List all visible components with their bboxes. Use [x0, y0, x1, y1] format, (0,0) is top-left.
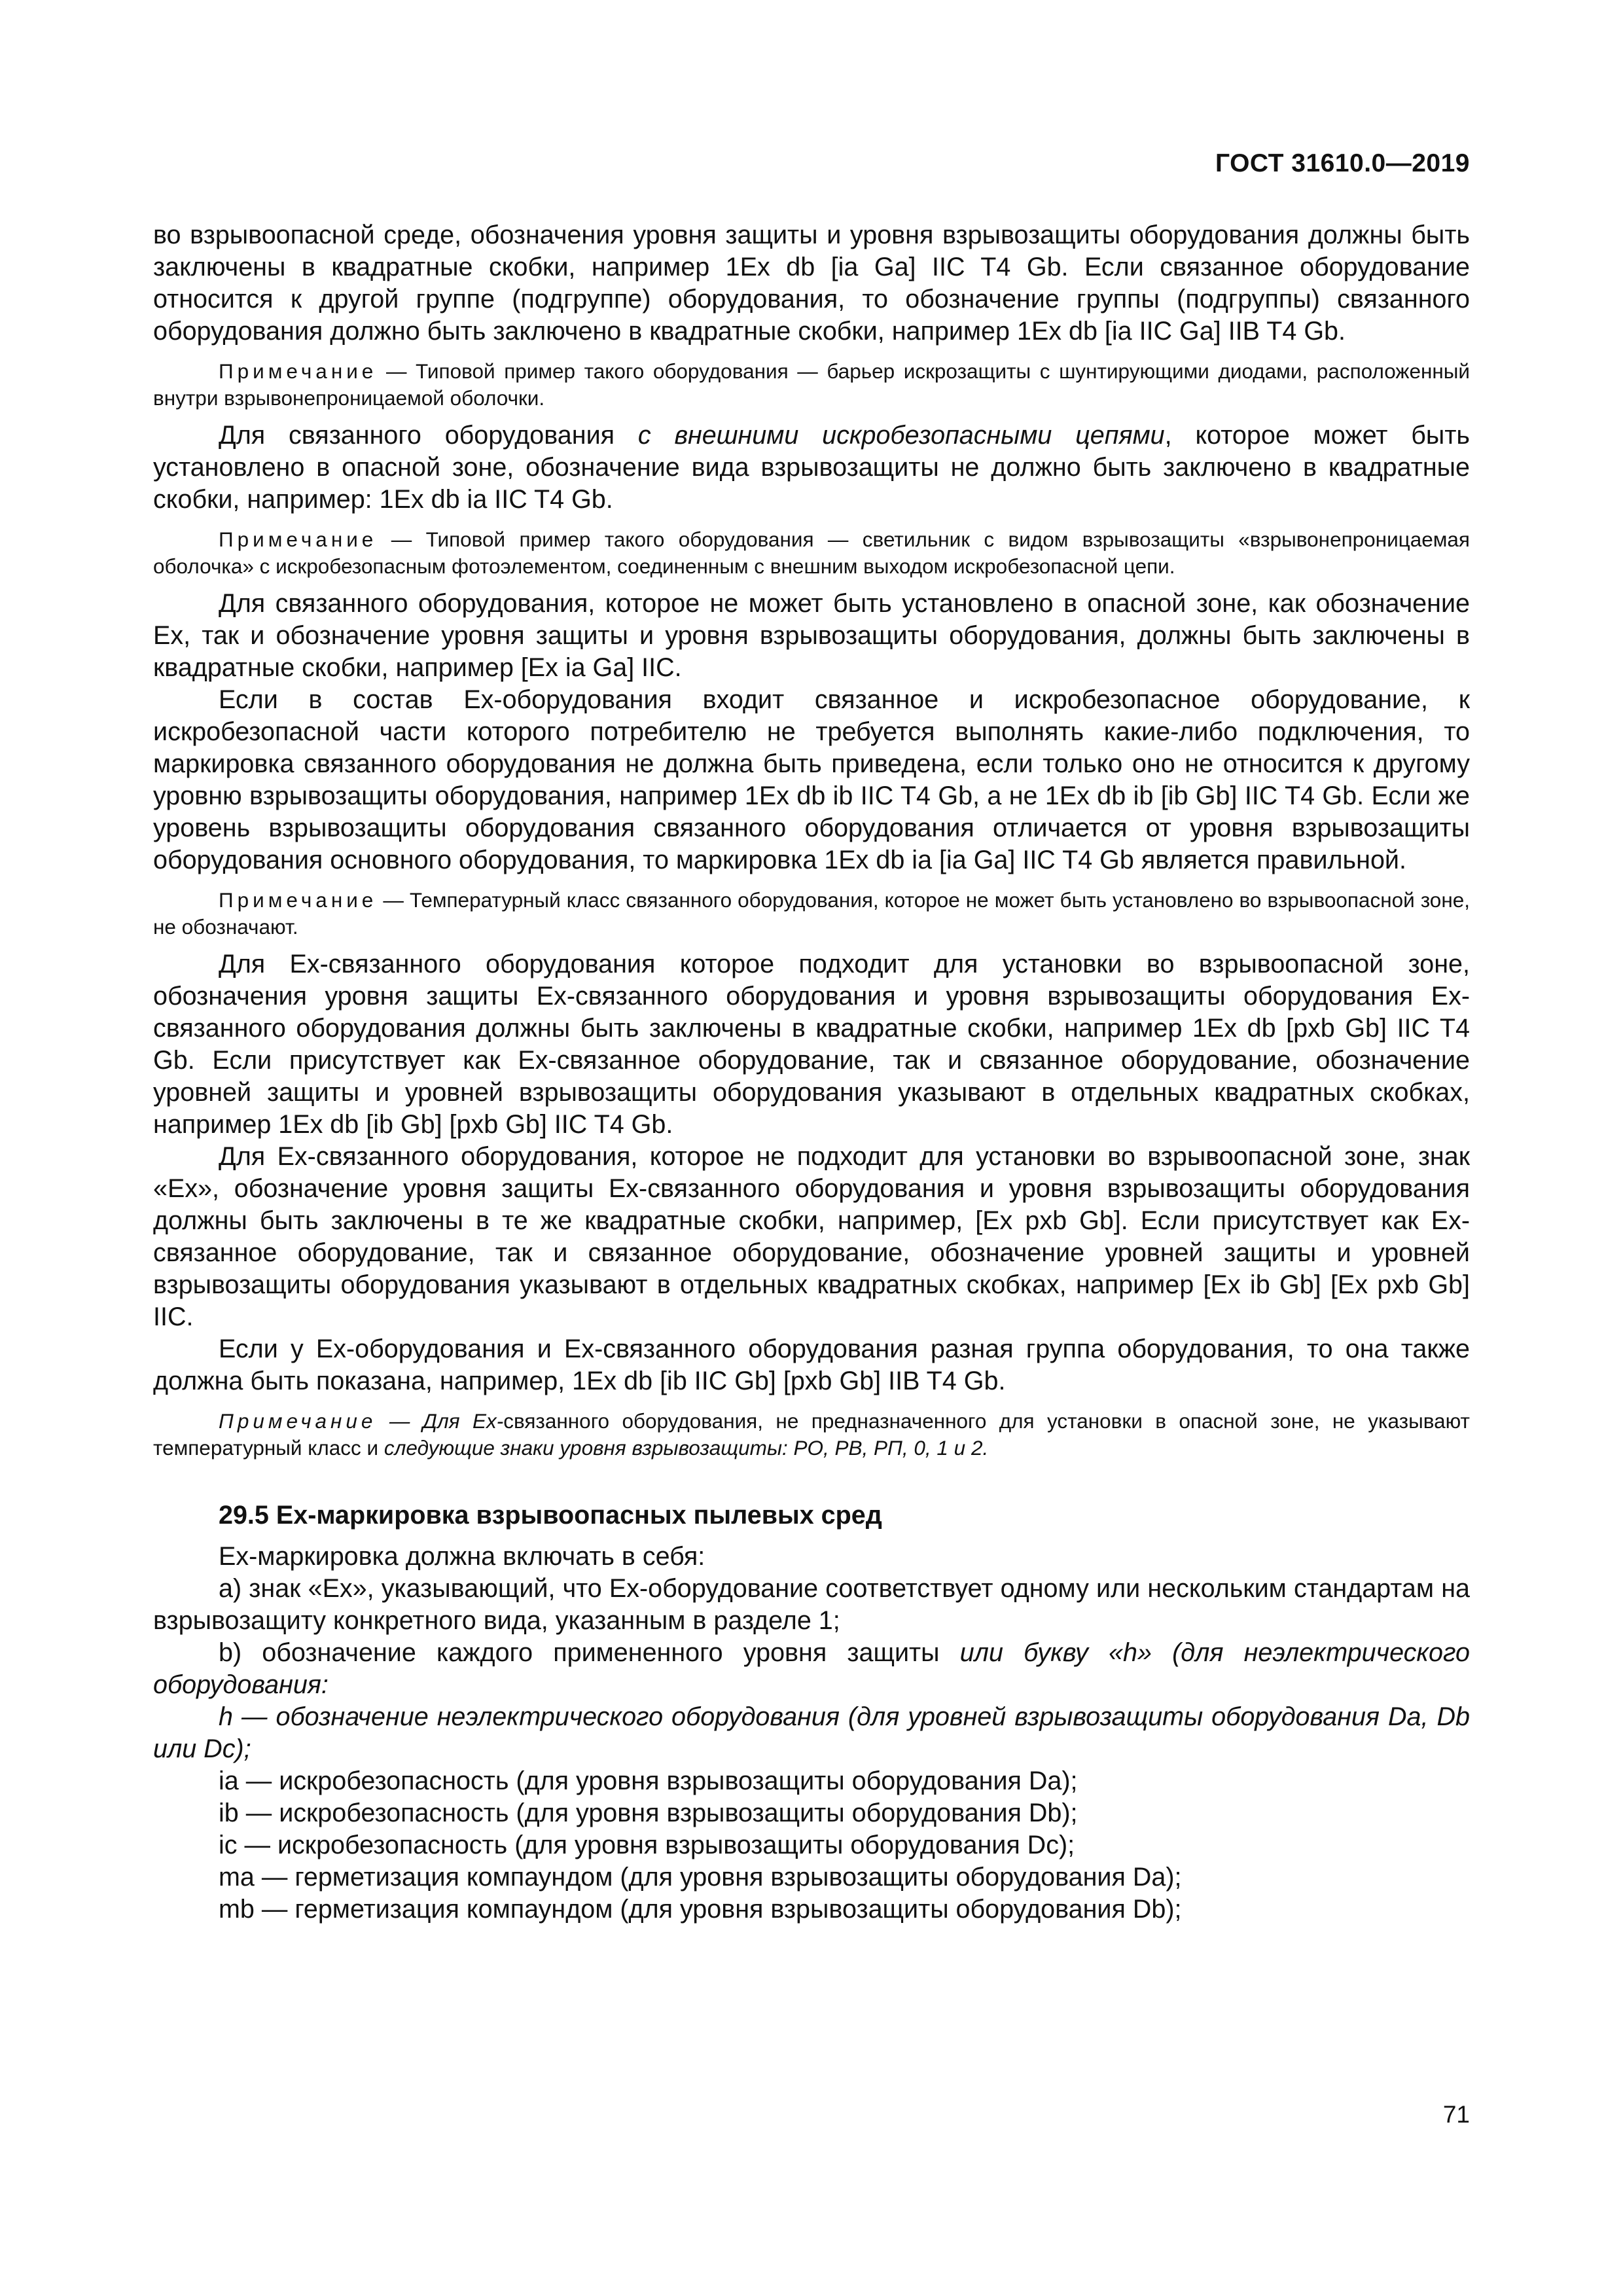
page-body	[153, 219, 1470, 1926]
list-item: h — обозначение неэлектрического оборудования (для уровней взрывозащиты оборудования Da, Db или Dc);	[153, 1702, 1470, 1763]
text-run: Для связанного оборудования	[219, 421, 638, 450]
text-run: , которое может быть установлено в опасной зоне, обозначение вида взрывозащиты не должно быть заключено в квадратные скобки, например: 1Ex db ia IIC T4 Gb.	[153, 421, 1470, 514]
page-number: 71	[1442, 2101, 1470, 2128]
note-text: — Типовой пример такого оборудования — светильник с видом взрывозащиты «взрывонепроницаемая оболочка» с искробезопасным фотоэлементом, соединенным с внешним выходом искробезопасной цепи.	[153, 528, 1470, 578]
section-heading	[153, 1499, 1470, 1532]
paragraph: Если у Ex-оборудования и Ex-связанного оборудования разная группа оборудования, то она также должна быть показана, например, 1Ex db [ib IIC Gb] [pxb Gb] IIB T4 Gb.	[153, 1335, 1470, 1395]
italic-run: с внешними искробезопасными цепями	[637, 421, 1165, 450]
note-label: Примечание	[219, 1409, 377, 1433]
section-number: 29.5	[219, 1501, 269, 1530]
paragraph: Для Ex-связанного оборудования, которое не подходит для установки во взрывоопасной зоне, знак «Ex», обозначение уровня защиты Ex-связанного оборудования и уровня взрывозащиты оборудования должны быть заключены в те же квадратные скобки, например, [Ex pxb Gb]. Если присутствует как Ex-связанное оборудование, так и связанное оборудование, обозначение уровней защиты и уровней взрывозащиты оборудования указывают в отдельных квадратных скобках, например [Ex ib Gb] [Ex pxb Gb] IIC.	[153, 1142, 1470, 1331]
note-text: следующие знаки уровня взрывозащиты: PO, PB, РП, 0, 1 и 2.	[383, 1436, 989, 1460]
list-item: ma — герметизация компаундом (для уровня взрывозащиты оборудования Da);	[219, 1863, 1182, 1892]
paragraph: Если в состав Ex-оборудования входит связанное и искробезопасное оборудование, к искробезопасной части которого потребителю не требуется выполнять какие-либо подключения, то маркировка связанного оборудования не должна быть приведена, если только оно не относится к другому уровню взрывозащиты оборудования, например 1Ex db ib IIC T4 Gb, а не 1Ex db ib [ib Gb] IIC T4 Gb. Если же уровень взрывозащиты оборудования связанного оборудования отличается от уровня взрывозащиты оборудования основного оборудования, то маркировка 1Ex db ia [ia Ga] IIC T4 Gb является правильной.	[153, 685, 1470, 874]
note-text: — Для Ex-	[376, 1409, 504, 1433]
note-label: Примечание	[219, 528, 378, 551]
paragraph: Для связанного оборудования, которое не может быть установлено в опасной зоне, как обозначение Ex, так и обозначение уровня защиты и уровня взрывозащиты оборудования, должны быть заключены в квадратные скобки, например [Ex ia Ga] IIC.	[153, 589, 1470, 682]
list-item: ia — искробезопасность (для уровня взрывозащиты оборудования Da);	[219, 1767, 1078, 1795]
note	[153, 1408, 1470, 1462]
paragraph: Ex-маркировка должна включать в себя:	[219, 1542, 705, 1571]
list-item: mb — герметизация компаундом (для уровня взрывозащиты оборудования Db);	[219, 1895, 1182, 1924]
note-text: связанного оборудования, не предназначенного для установки в опасной зоне, не указывают температурный класс и	[153, 1409, 1470, 1460]
paragraph: Для Ex-связанного оборудования которое подходит для установки во взрывоопасной зоне, обозначения уровня защиты Ex-связанного оборудования и уровня взрывозащиты оборудования Ex-связанного оборудования должны быть заключены в квадратные скобки, например 1Ex db [pxb Gb] IIC T4 Gb. Если присутствует как Ex-связанное оборудование, так и связанное оборудование, обозначение уровней защиты и уровней взрывозащиты оборудования указывают в отдельных квадратных скобках, например 1Ex db [ib Gb] [pxb Gb] IIC T4 Gb.	[153, 950, 1470, 1139]
note-text: — Типовой пример такого оборудования — барьер искрозащиты с шунтирующими диодами, расположенный внутри взрывонепроницаемой оболочки.	[153, 359, 1470, 410]
document-header	[0, 149, 1623, 178]
note-label: Примечание	[219, 359, 378, 383]
text-run: b) обозначение каждого примененного уровня защиты	[219, 1638, 960, 1667]
italic-run: или букву «h» (для неэлектрического оборудования:	[153, 1638, 1470, 1699]
list-item	[153, 1637, 1470, 1701]
note	[153, 887, 1470, 941]
note-label: Примечание	[219, 888, 378, 912]
standard-number: ГОСТ 31610.0—2019	[1215, 149, 1470, 177]
paragraph	[153, 420, 1470, 516]
note-text: — Температурный класс связанного оборудования, которое не может быть установлено во взрывоопасной зоне, не обозначают.	[153, 888, 1470, 939]
list-item: а) знак «Ex», указывающий, что Ex-оборудование соответствует одному или нескольким стандартам на взрывозащиту конкретного вида, указанным в разделе 1;	[153, 1574, 1470, 1635]
list-item: ib — искробезопасность (для уровня взрывозащиты оборудования Db);	[219, 1799, 1078, 1827]
note	[153, 526, 1470, 580]
page-footer	[1443, 2101, 1470, 2128]
list-item: ic — искробезопасность (для уровня взрывозащиты оборудования Dc);	[219, 1831, 1075, 1859]
note	[153, 358, 1470, 412]
paragraph: во взрывоопасной среде, обозначения уровня защиты и уровня взрывозащиты оборудования должны быть заключены в квадратные скобки, например 1Ex db [ia Ga] IIC T4 Gb. Если связанное оборудование относится к другой группе (подгруппе) оборудования, то обозначение группы (подгруппы) связанного оборудования должно быть заключено в квадратные скобки, например 1Ex db [ia IIC Ga] IIB T4 Gb.	[153, 221, 1470, 346]
section-title: Ex-маркировка взрывоопасных пылевых сред	[276, 1501, 882, 1530]
